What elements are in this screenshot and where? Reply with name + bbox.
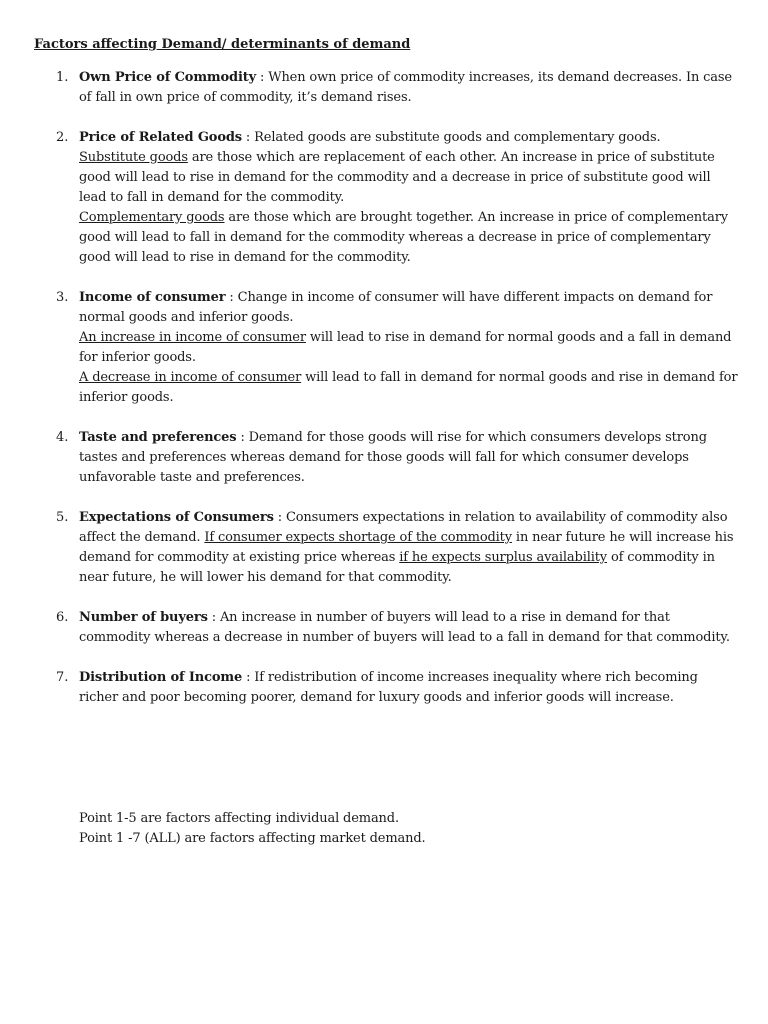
factor-number: 7. bbox=[56, 670, 69, 685]
factor-text: : An increase in number of buyers will lead to a rise in demand for that commodity whereas a decrease in number of buyers will lead to a fall in demand for that commodity. bbox=[79, 610, 730, 645]
factor-paragraph bbox=[79, 208, 738, 268]
factor-text: are those which are replacement of each other. An increase in price of substitute good will lead to rise in demand for the commodity and a decrease in price of substitute good will lead to fall in demand for the commodity. bbox=[79, 150, 715, 205]
factor-paragraph bbox=[79, 288, 738, 328]
underlined-phrase: If consumer expects shortage of the commodity bbox=[204, 530, 512, 545]
factor-text: : Consumers expectations in relation to availability of commodity also affect the demand. bbox=[79, 510, 728, 545]
factor-item bbox=[0, 668, 768, 708]
factor-text: in near future he will increase his demand for commodity at existing price whereas bbox=[79, 530, 734, 565]
factor-paragraph bbox=[79, 68, 738, 108]
factor-item bbox=[0, 608, 768, 648]
factor-term: Distribution of Income bbox=[79, 670, 243, 685]
factor-item bbox=[0, 128, 768, 268]
factor-number: 1. bbox=[56, 70, 69, 85]
factor-paragraph bbox=[79, 368, 738, 408]
factor-paragraph bbox=[79, 128, 738, 148]
factor-term: Price of Related Goods bbox=[79, 130, 242, 145]
underlined-phrase: A decrease in income of consumer bbox=[79, 370, 302, 385]
factor-paragraph bbox=[79, 148, 738, 208]
note-line: Point 1-5 are factors affecting individual demand. bbox=[79, 811, 399, 826]
factor-number: 4. bbox=[56, 430, 69, 445]
factor-term: Income of consumer bbox=[79, 290, 226, 305]
factor-number: 3. bbox=[56, 290, 69, 305]
underlined-phrase: Complementary goods bbox=[79, 210, 225, 225]
factor-list bbox=[0, 68, 768, 728]
factor-number: 6. bbox=[56, 610, 69, 625]
underlined-phrase: An increase in income of consumer bbox=[79, 330, 306, 345]
factor-term: Number of buyers bbox=[79, 610, 208, 625]
factor-number: 2. bbox=[56, 130, 69, 145]
factor-text: of commodity in near future, he will lower his demand for that commodity. bbox=[79, 550, 715, 585]
factor-text: : Related goods are substitute goods and complementary goods. bbox=[241, 130, 661, 145]
factor-paragraph bbox=[79, 508, 738, 588]
factor-text: : If redistribution of income increases inequality where rich becoming richer and poor becoming poorer, demand for luxury goods and inferior goods will increase. bbox=[79, 670, 698, 705]
factor-paragraph bbox=[79, 328, 738, 368]
underlined-phrase: Substitute goods bbox=[79, 150, 188, 165]
factor-paragraph bbox=[79, 428, 738, 488]
factor-term: Own Price of Commodity bbox=[79, 70, 257, 85]
factor-paragraph bbox=[79, 668, 738, 708]
factor-paragraph bbox=[79, 608, 738, 648]
factor-text: will lead to fall in demand for normal goods and rise in demand for inferior goods. bbox=[79, 370, 738, 405]
factor-number: 5. bbox=[56, 510, 69, 525]
underlined-phrase: if he expects surplus availability bbox=[399, 550, 607, 565]
factor-term: Expectations of Consumers bbox=[79, 510, 274, 525]
factor-text: : Change in income of consumer will have different impacts on demand for normal goods and inferior goods. bbox=[79, 290, 713, 325]
factor-text: are those which are brought together. An increase in price of complementary good will lead to fall in demand for the commodity whereas a decrease in price of complementary good will lead to rise in demand for the commodity. bbox=[79, 210, 728, 265]
factor-term: Taste and preferences bbox=[79, 430, 237, 445]
note-line: Point 1 -7 (ALL) are factors affecting market demand. bbox=[79, 831, 426, 846]
factor-text: : Demand for those goods will rise for which consumers develops strong tastes and preferences whereas demand for those goods will fall for which consumer develops unfavorable taste and preferences. bbox=[79, 430, 707, 485]
factor-text: will lead to rise in demand for normal goods and a fall in demand for inferior goods. bbox=[79, 330, 732, 365]
factor-item bbox=[0, 288, 768, 408]
factor-text: : When own price of commodity increases, its demand decreases. In case of fall in own price of commodity, it’s demand rises. bbox=[79, 70, 732, 105]
notes-section bbox=[79, 809, 426, 849]
factor-item bbox=[0, 68, 768, 108]
factor-item bbox=[0, 428, 768, 488]
document-title: Factors affecting Demand/ determinants of demand bbox=[34, 37, 411, 52]
factor-item bbox=[0, 508, 768, 588]
